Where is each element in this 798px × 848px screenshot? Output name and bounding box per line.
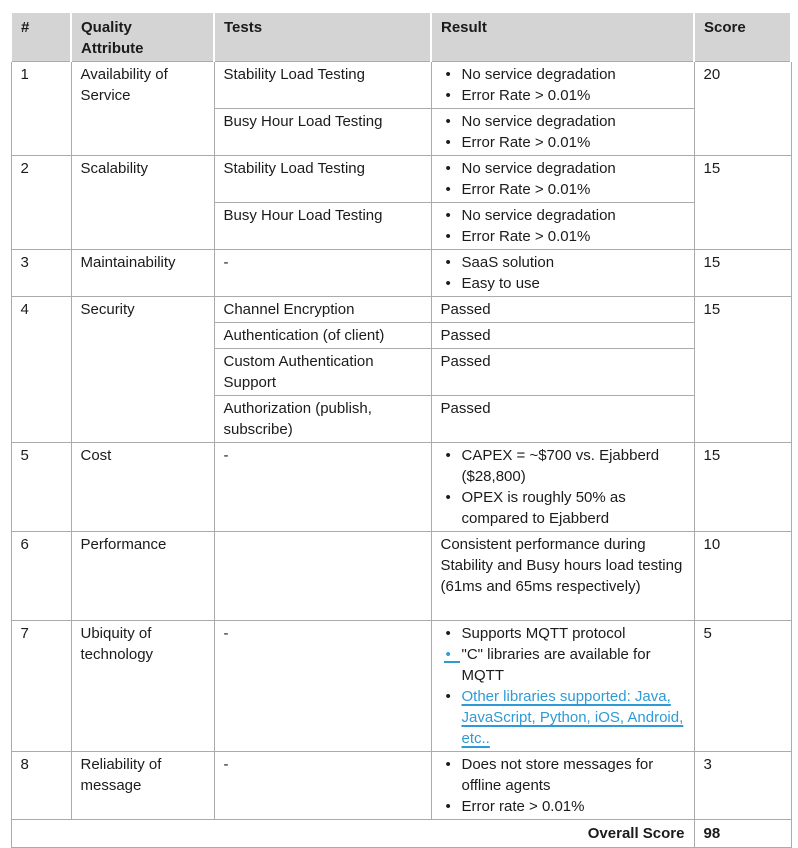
col-header-score: Score (694, 12, 791, 62)
bullet-item: • Error Rate > 0.01% (441, 132, 686, 153)
cell-score: 15 (694, 250, 791, 297)
cell-num: 8 (11, 752, 71, 820)
cell-test: Channel Encryption (214, 297, 431, 323)
cell-result (431, 621, 694, 752)
cell-result (431, 62, 694, 109)
table-row (11, 443, 791, 532)
cell-test (214, 532, 431, 621)
cell-score: 15 (694, 297, 791, 443)
table-row (11, 621, 791, 752)
cell-test: Custom Authentication Support (214, 349, 431, 396)
document-page (0, 11, 798, 847)
table-row (11, 297, 791, 323)
cell-num: 2 (11, 156, 71, 250)
table-row (11, 532, 791, 621)
cell-num: 3 (11, 250, 71, 297)
bullet-item: • OPEX is roughly 50% as compared to Ejabberd (441, 487, 686, 529)
cell-result (431, 109, 694, 156)
libraries-supported-link[interactable]: Other libraries supported: Java, JavaScript, Python, iOS, Android, etc.. (461, 688, 684, 747)
cell-result: Consistent performance during Stability and Busy hours load testing (61ms and 65ms respectively) (431, 532, 694, 621)
cell-attribute: Availability of Service (71, 62, 214, 156)
bullet-item: • No service degradation (441, 158, 686, 179)
cell-result: Passed (431, 323, 694, 349)
cell-attribute: Reliability of message (71, 752, 214, 820)
bullet-item: • Easy to use (441, 273, 686, 294)
col-header-number: # (11, 12, 71, 62)
table-row (11, 752, 791, 820)
col-header-tests: Tests (214, 12, 431, 62)
cell-attribute: Maintainability (71, 250, 214, 297)
bullet-item-linked-marker: • "C" libraries are available for MQTT (441, 644, 686, 686)
cell-result: Passed (431, 349, 694, 396)
cell-attribute: Ubiquity of technology (71, 621, 214, 752)
cell-attribute: Security (71, 297, 214, 443)
cell-num: 4 (11, 297, 71, 443)
cell-score: 10 (694, 532, 791, 621)
cell-num: 5 (11, 443, 71, 532)
cell-result (431, 250, 694, 297)
cell-attribute: Scalability (71, 156, 214, 250)
cell-num: 6 (11, 532, 71, 621)
overall-score-value: 98 (694, 820, 791, 848)
cell-result: Passed (431, 396, 694, 443)
cell-score: 5 (694, 621, 791, 752)
cell-result (431, 443, 694, 532)
bullet-item: • Does not store messages for offline agents (441, 754, 686, 796)
cell-score: 15 (694, 443, 791, 532)
cell-test: - (214, 443, 431, 532)
cell-num: 7 (11, 621, 71, 752)
overall-score-row (11, 820, 791, 848)
bullet-item: • Error Rate > 0.01% (441, 179, 686, 200)
cell-result: Passed (431, 297, 694, 323)
cell-test: - (214, 621, 431, 752)
cell-attribute: Performance (71, 532, 214, 621)
bullet-item: • SaaS solution (441, 252, 686, 273)
cell-test: Stability Load Testing (214, 156, 431, 203)
bullet-item: • Error Rate > 0.01% (441, 226, 686, 247)
cell-test: Busy Hour Load Testing (214, 109, 431, 156)
bullet-item (441, 686, 686, 749)
cell-score: 3 (694, 752, 791, 820)
cell-test: - (214, 250, 431, 297)
cell-test: Authentication (of client) (214, 323, 431, 349)
bullet-item: • Error rate > 0.01% (441, 796, 686, 817)
cell-test: - (214, 752, 431, 820)
overall-score-label: Overall Score (11, 820, 694, 848)
table-row (11, 156, 791, 203)
cell-test: Busy Hour Load Testing (214, 203, 431, 250)
bullet-item: • No service degradation (441, 64, 686, 85)
cell-result (431, 203, 694, 250)
col-header-attribute: Quality Attribute (71, 12, 214, 62)
cell-score: 20 (694, 62, 791, 156)
bullet-item: • Supports MQTT protocol (441, 623, 686, 644)
bullet-item: • CAPEX = ~$700 vs. Ejabberd ($28,800) (441, 445, 686, 487)
cell-test: Stability Load Testing (214, 62, 431, 109)
cell-result (431, 752, 694, 820)
cell-num: 1 (11, 62, 71, 156)
bullet-item: • No service degradation (441, 111, 686, 132)
quality-scorecard-table (10, 11, 792, 848)
bullet-item: • Error Rate > 0.01% (441, 85, 686, 106)
cell-attribute: Cost (71, 443, 214, 532)
bullet-item: • No service degradation (441, 205, 686, 226)
header-row (11, 12, 791, 62)
col-header-result: Result (431, 12, 694, 62)
table-row (11, 62, 791, 109)
cell-test: Authorization (publish, subscribe) (214, 396, 431, 443)
cell-score: 15 (694, 156, 791, 250)
table-row (11, 250, 791, 297)
cell-result (431, 156, 694, 203)
